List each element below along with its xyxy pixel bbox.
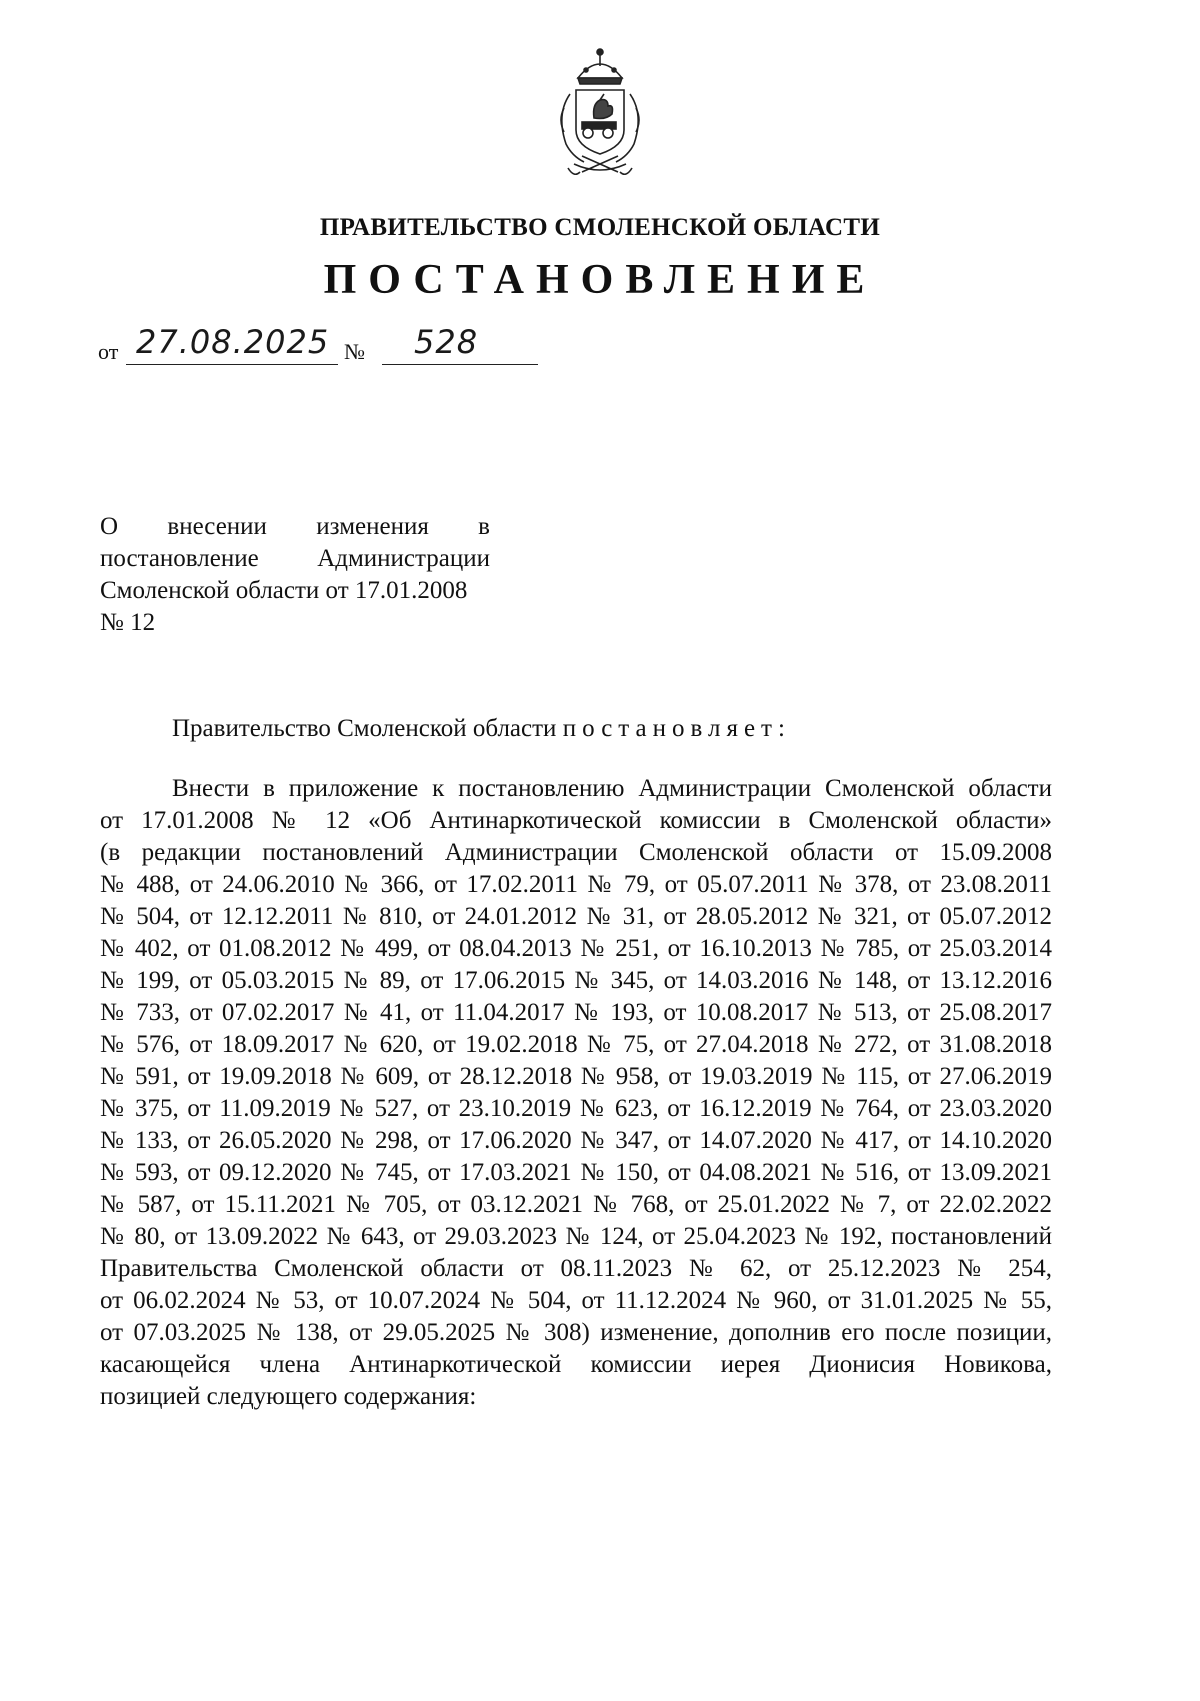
body-line: Внести в приложение к постановлению Администрации Смоленской области — [172, 775, 1052, 802]
date-underline — [126, 363, 338, 365]
subject-line: О внесении изменения в — [100, 513, 490, 540]
organization-name: ПРАВИТЕЛЬСТВО СМОЛЕНСКОЙ ОБЛАСТИ — [319, 214, 881, 241]
body-line: (в редакции постановлений Администрации Смоленской области от 15.09.2008 — [100, 839, 1052, 866]
body-line: № 504, от 12.12.2011 № 810, от 24.01.2012 № 31, от 28.05.2012 № 321, от 05.07.2012 — [100, 903, 1052, 930]
body-line: от 07.03.2025 № 138, от 29.05.2025 № 308) изменение, дополнив его после позиции, — [100, 1319, 1052, 1346]
body-line: № 591, от 19.09.2018 № 609, от 28.12.2018 № 958, от 19.03.2019 № 115, от 27.06.2019 — [100, 1063, 1052, 1090]
body-line: касающейся члена Антинаркотической комиссии иерея Дионисия Новикова, — [100, 1351, 1052, 1378]
number-label: № — [344, 339, 365, 364]
preamble — [172, 713, 791, 745]
body-line: № 402, от 01.08.2012 № 499, от 08.04.2013 № 251, от 16.10.2013 № 785, от 25.03.2014 — [100, 935, 1052, 962]
body-line: от 06.02.2024 № 53, от 10.07.2024 № 504, от 11.12.2024 № 960, от 31.01.2025 № 55, — [100, 1287, 1052, 1314]
body-line: № 733, от 07.02.2017 № 41, от 11.04.2017 № 193, от 10.08.2017 № 513, от 25.08.2017 — [100, 999, 1052, 1026]
body-line: № 375, от 11.09.2019 № 527, от 23.10.2019 № 623, от 16.12.2019 № 764, от 23.03.2020 — [100, 1095, 1052, 1122]
body-line: № 593, от 09.12.2020 № 745, от 17.03.2021 № 150, от 04.08.2021 № 516, от 13.09.2021 — [100, 1159, 1052, 1186]
subject-line: Смоленской области от 17.01.2008 — [100, 577, 468, 604]
body-line: № 576, от 18.09.2017 № 620, от 19.02.2018 № 75, от 27.04.2018 № 272, от 31.08.2018 — [100, 1031, 1052, 1058]
coat-of-arms-icon — [548, 44, 652, 180]
preamble-text: Правительство Смоленской области — [172, 715, 563, 742]
body-line: № 488, от 24.06.2010 № 366, от 17.02.2011 № 79, от 05.07.2011 № 378, от 23.08.2011 — [100, 871, 1052, 898]
from-label: от — [98, 339, 119, 364]
body-line: № 80, от 13.09.2022 № 643, от 29.03.2023 № 124, от 25.04.2023 № 192, постановлений — [100, 1223, 1052, 1250]
date-number-line — [98, 323, 538, 367]
body-line: № 199, от 05.03.2015 № 89, от 17.06.2015 № 345, от 14.03.2016 № 148, от 13.12.2016 — [100, 967, 1052, 994]
subject-line: постановление Администрации — [100, 545, 490, 572]
body-line: № 133, от 26.05.2020 № 298, от 17.06.2020 № 347, от 14.07.2020 № 417, от 14.10.2020 — [100, 1127, 1052, 1154]
number-underline — [382, 363, 538, 365]
handwritten-date: 27.08.2025 — [136, 323, 330, 361]
handwritten-number: 528 — [414, 323, 479, 361]
document-type-title: ПОСТАНОВЛЕНИЕ — [323, 257, 877, 303]
body-line: № 587, от 15.11.2021 № 705, от 03.12.2021 № 768, от 25.01.2022 № 7, от 22.02.2022 — [100, 1191, 1052, 1218]
subject-line: № 12 — [100, 609, 156, 636]
preamble-spaced-verb: постановляет: — [562, 715, 791, 742]
resolution-body — [100, 773, 1052, 1413]
body-line: позицией следующего содержания: — [100, 1383, 477, 1410]
body-line: от 17.01.2008 № 12 «Об Антинаркотической комиссии в Смоленской области» — [100, 807, 1052, 834]
document-subject — [100, 511, 490, 639]
body-line: Правительства Смоленской области от 08.11.2023 № 62, от 25.12.2023 № 254, — [100, 1255, 1052, 1282]
